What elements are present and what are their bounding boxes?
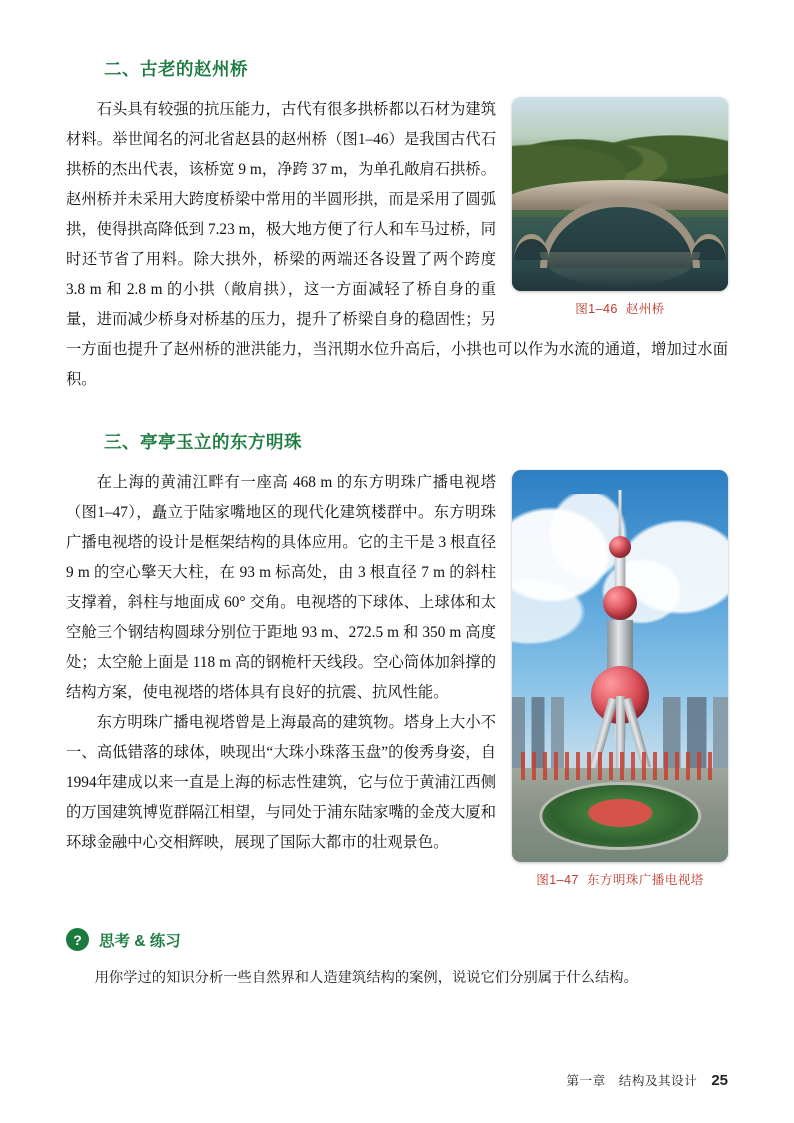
- figure-caption-1-47: [512, 869, 728, 888]
- figure-zhaozhou-bridge: [512, 97, 728, 317]
- tower-space-capsule: [609, 536, 631, 558]
- figure-number: 图1–46: [575, 302, 618, 316]
- section-3-paragraph-2: 东方明珠广播电视塔曾是上海最高的建筑物。塔身上大小不一、高低错落的球体，映现出“大珠小珠落玉盘”的俊秀身姿，自1994年建成以来一直是上海的标志性建筑，它与位于黄浦江西侧的万国建筑博览群隔江相望，与同处于浦东陆家嘴的金茂大厦和环球金融中心交相辉映，展现了国际大都市的壮观景色。: [66, 714, 496, 851]
- figure-label: 东方明珠广播电视塔: [586, 873, 704, 887]
- exercise-title: 思考 & 练习: [99, 932, 181, 950]
- section-3-paragraph-1: 在上海的黄浦江畔有一座高 468 m 的东方明珠广播电视塔（图1–47），矗立于陆家嘴地区的现代化建筑楼群中。东方明珠广播电视塔的设计是框架结构的具体应用。它的主干是 3 根直径 9 m 的空心擎天大柱，在 93 m 标高处，由 3 根直径 7 m 的斜柱支撑着，斜柱与地面成 60° 交角。电视塔的下球体、上球体和太空舱三个钢结构圆球分别位于距地 93 m、272.5 m 和 350 m 高度处；太空舱上面是 118 m 高的钢桅杆天线段。空心筒体加斜撑的结构方案，使电视塔的塔体具有良好的抗震、抗风性能。: [66, 474, 496, 701]
- tower-antenna-mast: [619, 490, 622, 542]
- figure-oriental-pearl-tower: [512, 470, 728, 888]
- exercise-header: [66, 928, 728, 951]
- section-2-paragraph-1: 石头具有较强的抗压能力，古代有很多拱桥都以石材为建筑材料。举世闻名的河北省赵县的赵州桥（图1–46）是我国古代石拱桥的杰出代表，该桥宽 9 m，净跨 37 m，为单孔敞肩石拱桥。赵州桥并未采用大跨度桥梁中常用的半圆形拱，而是采用了圆弧拱，使得拱高降低到 7.23 m，极大地方便了行人和车马过桥，同时还节省了用料。除大拱外，桥梁的两端还各设置了两个跨度 3.8 m 和 2.8 m 的小拱（敞肩拱），这一方面减轻了桥自身的重量，进而减少桥身对桥基的压力，提升了桥梁自身的稳固性；另一方面也提升了赵州桥的泄洪能力，当汛期水位升高后，小拱也可以作为水流的通道，增加过水面积。: [66, 101, 728, 388]
- roundabout-flowerbed: [539, 782, 701, 851]
- exercise-block: [66, 928, 728, 991]
- street-banners: [521, 752, 720, 779]
- page-footer: [566, 1070, 728, 1089]
- figure-number: 图1–47: [536, 873, 579, 887]
- question-mark-icon: ?: [66, 928, 89, 951]
- figure-caption-1-46: [512, 298, 728, 317]
- footer-chapter-title: 第一章 结构及其设计: [566, 1074, 698, 1088]
- tower-upper-sphere: [603, 586, 637, 620]
- tower-mid-body: [607, 620, 633, 672]
- exercise-question-text: 用你学过的知识分析一些自然界和人造建筑结构的案例，说说它们分别属于什么结构。: [94, 970, 638, 986]
- section-2-body: [66, 95, 728, 395]
- figure-label: 赵州桥: [625, 302, 665, 316]
- oriental-pearl-tower-photo: [512, 470, 728, 862]
- footer-page-number: 25: [711, 1072, 728, 1089]
- zhaozhou-bridge-photo: [512, 97, 728, 291]
- section-heading-3: 三、亭亭玉立的东方明珠: [104, 432, 302, 452]
- section-heading-2: 二、古老的赵州桥: [104, 59, 248, 79]
- section-3-body: [66, 468, 728, 894]
